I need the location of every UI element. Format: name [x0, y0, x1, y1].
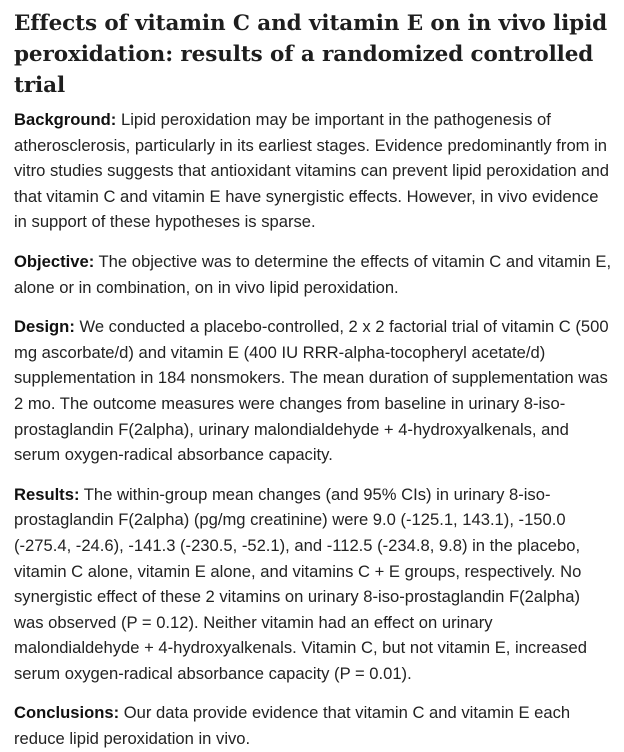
conclusions-section	[14, 700, 612, 751]
conclusions-text: Our data provide evidence that vitamin C and vitamin E each reduce lipid peroxidation in vivo.	[14, 703, 571, 749]
background-label: Background:	[14, 110, 117, 129]
background-text: Lipid peroxidation may be important in the pathogenesis of atherosclerosis, particularly in its earliest stages. Evidence predominantly from in vitro studies suggests that antioxidant vitamins can prevent lipid peroxidation and that vitamin C and vitamin E have synergistic effects. However, in vivo evidence in support of these hypotheses is sparse.	[14, 110, 609, 232]
design-text: We conducted a placebo-controlled, 2 x 2 factorial trial of vitamin C (500 mg ascorbate/d) and vitamin E (400 IU RRR-alpha-tocopheryl acetate/d) supplementation in 184 nonsmokers. The mean duration of supplementation was 2 mo. The outcome measures were changes from baseline in urinary 8-iso-prostaglandin F(2alpha), urinary malondialdehyde + 4-hydroxyalkenals, and serum oxygen-radical absorbance capacity.	[14, 317, 609, 465]
results-text: The within-group mean changes (and 95% CIs) in urinary 8-iso-prostaglandin F(2alpha) (pg/mg creatinine) were 9.0 (-125.1, 143.1), -150.0 (-275.4, -24.6), -141.3 (-230.5, -52.1), and -112.5 (-234.8, 9.8) in the placebo, vitamin C alone, vitamin E alone, and vitamins C + E groups, respectively. No synergistic effect of these 2 vitamins on urinary 8-iso-prostaglandin F(2alpha) was observed (P = 0.12). Neither vitamin had an effect on urinary malondialdehyde + 4-hydroxyalkenals. Vitamin C, but not vitamin E, increased serum oxygen-radical absorbance capacity (P = 0.01).	[14, 484, 587, 683]
design-label: Design:	[14, 317, 75, 337]
conclusions-label: Conclusions:	[14, 703, 120, 723]
objective-section	[14, 249, 612, 300]
results-label: Results:	[14, 484, 80, 504]
article-title: Effects of vitamin C and vitamin E on in vivo lipid peroxidation: results of a randomized controlled trial	[14, 11, 608, 98]
design-section	[14, 314, 612, 468]
results-section	[14, 482, 612, 687]
objective-text: The objective was to determine the effects of vitamin C and vitamin E, alone or in combination, on in vivo lipid peroxidation.	[14, 251, 612, 297]
objective-label: Objective:	[14, 251, 95, 271]
background-section	[14, 107, 612, 235]
